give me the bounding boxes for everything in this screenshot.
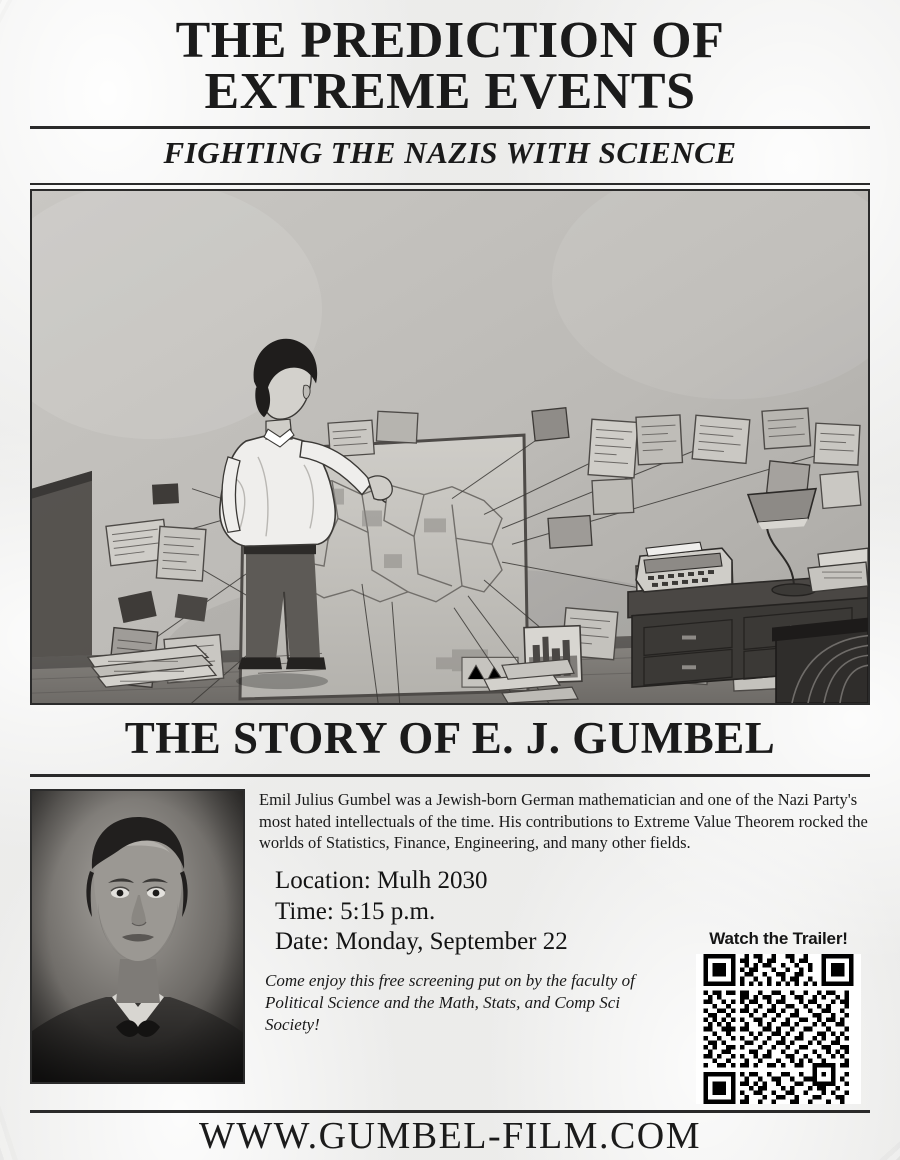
divider-under-subtitle xyxy=(30,183,870,185)
divider-footer xyxy=(30,1110,870,1113)
divider-under-story-heading xyxy=(30,774,870,777)
title-line-1: THE PREDICTION OF xyxy=(175,12,725,69)
poster-subtitle: FIGHTING THE NAZIS WITH SCIENCE xyxy=(163,134,737,170)
page-title xyxy=(30,12,870,120)
portrait-photo-gumbel xyxy=(30,789,245,1084)
illustration-wall-map-scene xyxy=(30,189,870,705)
title-line-2: EXTREME EVENTS xyxy=(204,62,696,120)
trailer-label: Watch the Trailer! xyxy=(709,929,848,948)
event-location: Location: Mulh 2030 xyxy=(275,867,488,895)
biography-text: Emil Julius Gumbel was a Jewish-born German mathematician and one of the Nazi Party's most hated intellectuals of the time. His contributions to Extreme Value Theorem rocked the worlds of Statistics, Finance, Engineering, and many other fields. xyxy=(259,789,868,853)
divider-top xyxy=(30,126,870,129)
event-date: Date: Monday, September 22 xyxy=(275,928,568,956)
qr-code-icon[interactable] xyxy=(696,954,861,1104)
story-heading: THE STORY OF E. J. GUMBEL xyxy=(124,712,776,763)
trailer-qr-block[interactable] xyxy=(691,929,866,1104)
event-time: Time: 5:15 p.m. xyxy=(275,897,436,925)
invitation-text: Come enjoy this free screening put on by the faculty of Political Science and the Math, Stats, and Comp Sci Society! xyxy=(265,970,635,1034)
footer-website-url: WWW.GUMBEL-FILM.COM xyxy=(198,1115,702,1157)
